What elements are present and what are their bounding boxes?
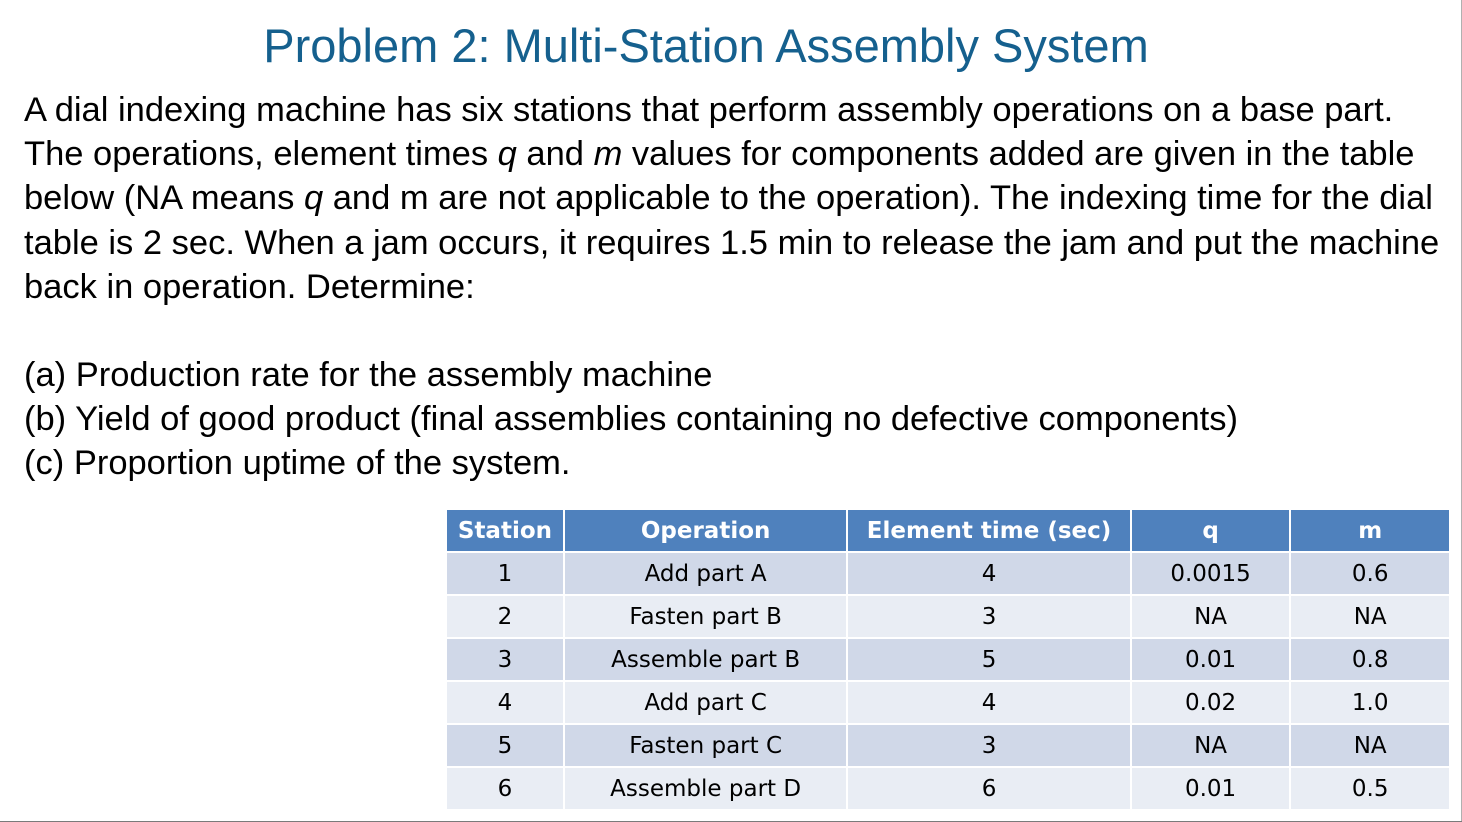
- header-element-time: Element time (sec): [847, 509, 1130, 552]
- m-cell: NA: [1290, 595, 1450, 638]
- operation-cell: Assemble part B: [564, 638, 847, 681]
- problem-statement: [24, 88, 1449, 309]
- q-cell: 0.02: [1131, 681, 1291, 724]
- table-row: [446, 595, 1450, 638]
- statement-text-1: A dial indexing machine has six stations that perform assembly operations on a base part. The operations, element times: [24, 91, 1394, 174]
- table-header-row: [446, 509, 1450, 552]
- q-cell: NA: [1131, 595, 1291, 638]
- station-cell: 1: [446, 552, 564, 595]
- statement-text-3: values for components added are given in the table below (NA means: [24, 135, 1415, 218]
- operation-cell: Add part C: [564, 681, 847, 724]
- page-title: Problem 2: Multi-Station Assembly System: [263, 19, 1149, 72]
- operation-cell: Assemble part D: [564, 767, 847, 810]
- statement-text-4: and m are not applicable to the operation). The indexing time for the dial table is 2 sec. When a jam occurs, it requires 1.5 min to release the jam and put the machine back in operation. Determine:: [24, 179, 1440, 306]
- station-cell: 6: [446, 767, 564, 810]
- station-cell: 3: [446, 638, 564, 681]
- question-b: (b) Yield of good product (final assemblies containing no defective components): [24, 400, 1238, 439]
- table-row: [446, 552, 1450, 595]
- question-a: (a) Production rate for the assembly machine: [24, 356, 713, 395]
- element-time-cell: 4: [847, 552, 1130, 595]
- header-q: q: [1131, 509, 1291, 552]
- element-time-cell: 4: [847, 681, 1130, 724]
- q-variable: q: [497, 135, 517, 174]
- m-cell: NA: [1290, 724, 1450, 767]
- table-row: [446, 638, 1450, 681]
- station-cell: 2: [446, 595, 564, 638]
- m-cell: 0.8: [1290, 638, 1450, 681]
- m-variable: m: [593, 135, 623, 174]
- question-c: (c) Proportion uptime of the system.: [24, 444, 571, 483]
- table-row: [446, 724, 1450, 767]
- m-cell: 1.0: [1290, 681, 1450, 724]
- operation-cell: Add part A: [564, 552, 847, 595]
- q-cell: 0.0015: [1131, 552, 1291, 595]
- q-cell: NA: [1131, 724, 1291, 767]
- m-cell: 0.5: [1290, 767, 1450, 810]
- station-cell: 5: [446, 724, 564, 767]
- table-row: [446, 767, 1450, 810]
- station-cell: 4: [446, 681, 564, 724]
- header-station: Station: [446, 509, 564, 552]
- statement-text-2: and: [516, 135, 594, 174]
- element-time-cell: 3: [847, 595, 1130, 638]
- table-row: [446, 681, 1450, 724]
- operation-cell: Fasten part C: [564, 724, 847, 767]
- q-cell: 0.01: [1131, 767, 1291, 810]
- element-time-cell: 6: [847, 767, 1130, 810]
- q-variable: q: [303, 179, 324, 218]
- operation-cell: Fasten part B: [564, 595, 847, 638]
- element-time-cell: 3: [847, 724, 1130, 767]
- m-cell: 0.6: [1290, 552, 1450, 595]
- q-cell: 0.01: [1131, 638, 1291, 681]
- element-time-cell: 5: [847, 638, 1130, 681]
- problem-body: [24, 88, 1449, 486]
- header-operation: Operation: [564, 509, 847, 552]
- header-m: m: [1290, 509, 1450, 552]
- stations-table: [445, 508, 1451, 811]
